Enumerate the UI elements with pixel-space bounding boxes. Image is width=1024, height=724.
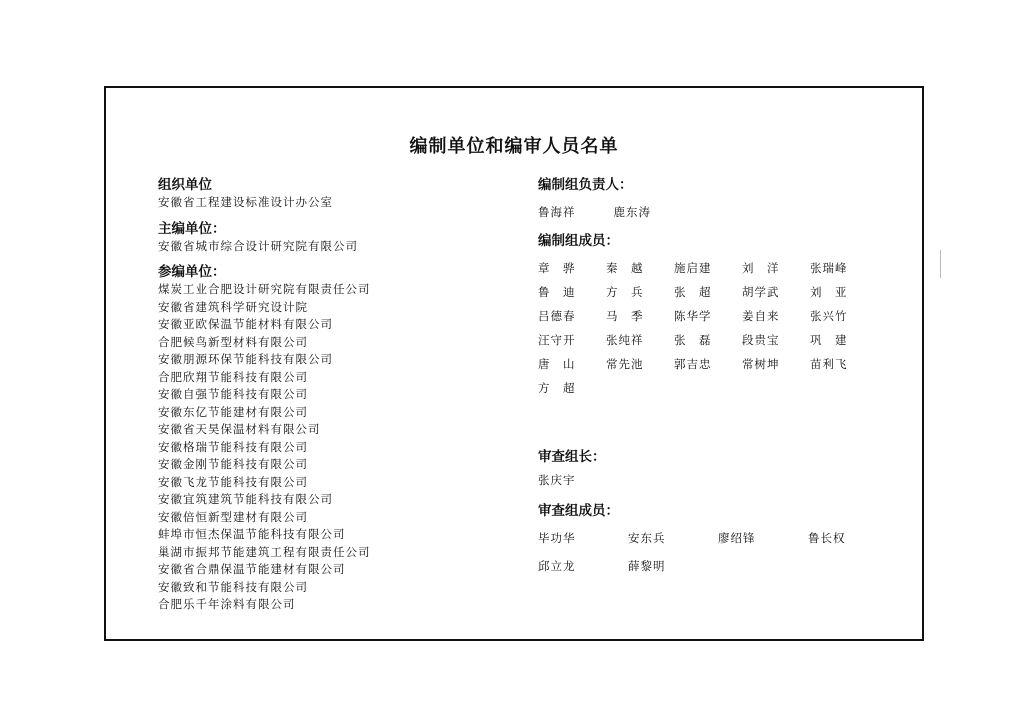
member-name: 汪守开 [538, 333, 576, 347]
members-heading: 编制组成员： [538, 233, 619, 249]
member-name: 马 季 [606, 309, 644, 323]
member-name: 张兴竹 [810, 309, 848, 323]
left-column [158, 176, 518, 614]
review-member-name: 廖绍锋 [718, 530, 756, 545]
member-name: 张 超 [674, 285, 712, 299]
member-name: 吕德春 [538, 309, 576, 323]
participant-item: 安徽亚欧保温节能材料有限公司 [158, 317, 333, 331]
member-name: 秦 越 [606, 261, 644, 275]
participant-item: 安徽倍恒新型建材有限公司 [158, 509, 308, 524]
review-lead-name: 张庆宇 [538, 473, 576, 487]
participant-item: 安徽宜筑建筑节能科技有限公司 [158, 492, 333, 506]
member-name: 张瑞峰 [810, 261, 848, 275]
member-name: 方 兵 [606, 285, 644, 299]
participant-item: 煤炭工业合肥设计研究院有限责任公司 [158, 282, 371, 296]
participant-item: 合肥欣翔节能科技有限公司 [158, 369, 308, 384]
member-name: 张 磊 [674, 333, 712, 347]
review-member-name: 鲁长权 [808, 530, 846, 545]
participant-item: 安徽东亿节能建材有限公司 [158, 404, 308, 419]
member-name: 刘 亚 [810, 285, 848, 299]
chief-editor-item: 安徽省城市综合设计研究院有限公司 [158, 238, 358, 253]
participant-item: 安徽自强节能科技有限公司 [158, 387, 308, 401]
participant-item: 安徽飞龙节能科技有限公司 [158, 474, 308, 489]
participant-item: 安徽致和节能科技有限公司 [158, 579, 308, 594]
member-name: 刘 洋 [742, 261, 780, 275]
lead-name: 鲁海祥 [538, 205, 576, 219]
organizer-item: 安徽省工程建设标准设计办公室 [158, 195, 333, 209]
member-name: 郭吉忠 [674, 357, 712, 371]
participant-item: 巢湖市振邦节能建筑工程有限责任公司 [158, 544, 371, 559]
organizer-heading: 组织单位 [158, 177, 212, 193]
member-name: 姜自来 [742, 309, 780, 323]
member-name: 章 骅 [538, 261, 576, 275]
member-name: 唐 山 [538, 357, 576, 371]
member-name: 苗利飞 [810, 357, 848, 371]
member-name: 陈华学 [674, 309, 712, 323]
right-column [538, 176, 898, 574]
member-name: 胡学武 [742, 285, 780, 299]
participants-heading: 参编单位： [158, 264, 226, 280]
participant-item: 安徽省建筑科学研究设计院 [158, 299, 308, 314]
member-name: 张纯祥 [606, 333, 644, 347]
scan-mark [940, 250, 941, 278]
participant-item: 安徽省天昊保温材料有限公司 [158, 422, 321, 436]
member-name: 段贵宝 [742, 333, 780, 347]
lead-name: 鹿东涛 [613, 205, 651, 219]
review-members-grid [538, 530, 898, 574]
member-name: 鲁 迪 [538, 285, 576, 299]
chief-editor-heading: 主编单位： [158, 220, 226, 237]
review-member-name: 邱立龙 [538, 558, 576, 573]
document-frame [104, 86, 924, 641]
member-name: 巩 建 [810, 333, 848, 347]
review-lead-heading: 审查组长： [538, 449, 606, 465]
review-member-name: 安东兵 [628, 530, 666, 545]
member-name: 施启建 [674, 261, 712, 275]
participant-item: 安徽格瑞节能科技有限公司 [158, 439, 308, 454]
page-title: 编制单位和编审人员名单 [409, 136, 619, 157]
member-name: 常先池 [606, 357, 644, 371]
review-member-name: 毕功华 [538, 530, 576, 545]
lead-names [538, 204, 898, 220]
participant-item: 安徽省合鼎保温节能建材有限公司 [158, 562, 346, 576]
member-name: 方 超 [538, 381, 576, 395]
lead-heading: 编制组负责人： [538, 177, 633, 193]
member-name: 常树坤 [742, 357, 780, 371]
members-grid [538, 260, 898, 396]
review-members-heading: 审查组成员： [538, 502, 619, 519]
participant-item: 合肥候鸟新型材料有限公司 [158, 334, 308, 349]
participant-item: 安徽金刚节能科技有限公司 [158, 457, 308, 471]
participants-list [158, 281, 518, 614]
participant-item: 蚌埠市恒杰保温节能科技有限公司 [158, 527, 346, 541]
participant-item: 合肥乐千年涂料有限公司 [158, 597, 296, 611]
participant-item: 安徽朋源环保节能科技有限公司 [158, 352, 333, 366]
review-member-name: 薛黎明 [628, 558, 666, 573]
